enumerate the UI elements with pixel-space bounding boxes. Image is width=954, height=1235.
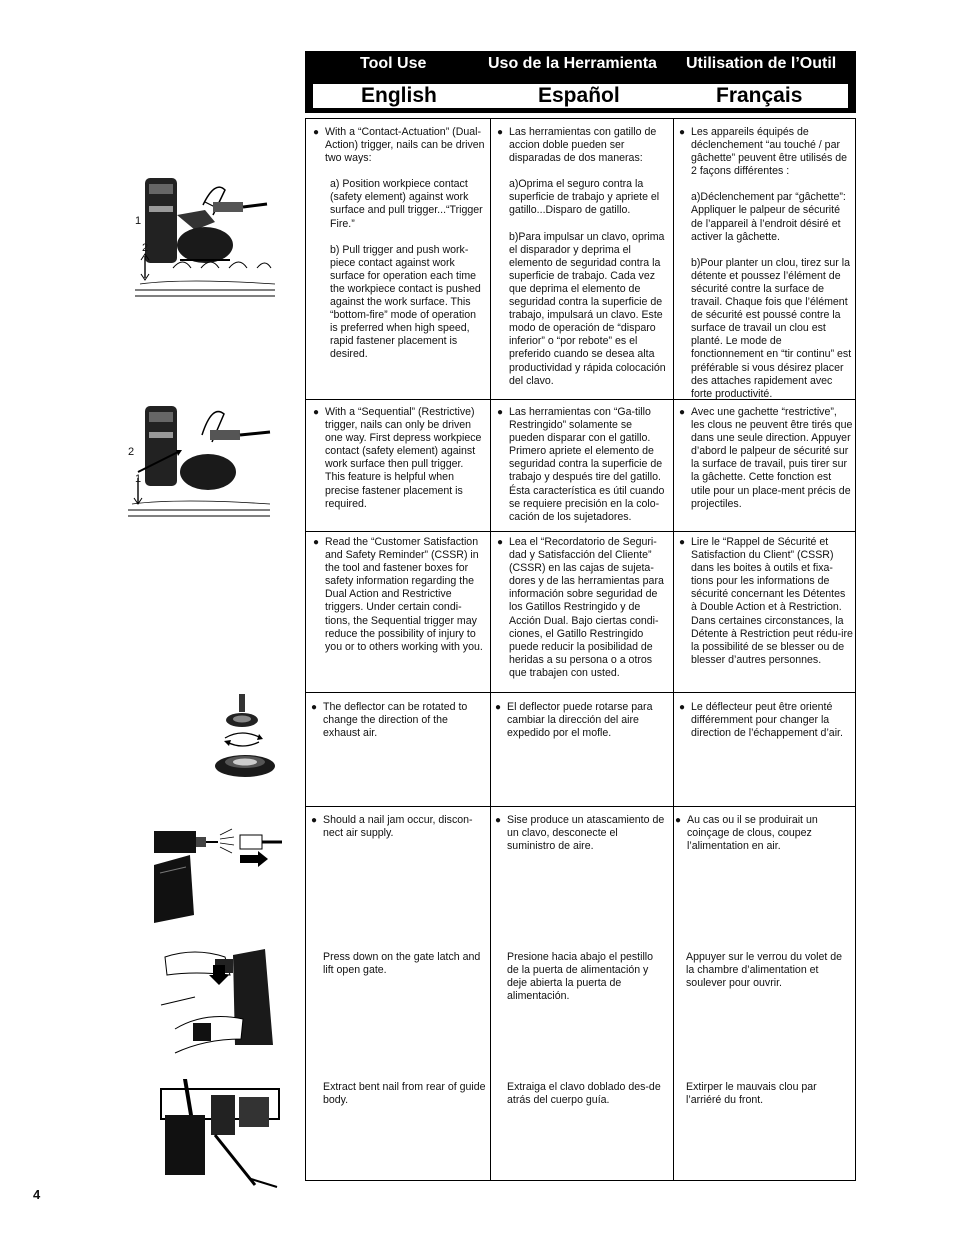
- row3-en: ● Read the “Customer Satisfaction and Safety Reminder” (CSSR) in the tool and fastener boxes for safety information regarding the Dual Action and Restrictive triggers. Under certain condi-tions, the Sequential trigger may reduce the possibility of injury to you or to others working with you.: [313, 536, 485, 654]
- row5-fr-step3: Extirper le mauvais clou par l’arriéré du front.: [686, 1081, 817, 1107]
- row4-fr: ● Le déflecteur peut être orienté différemment pour changer la direction de l’échappement d’air.: [679, 701, 853, 740]
- row5-es-step3: Extraiga el clavo doblado des-de atrás del cuerpo guía.: [507, 1081, 661, 1107]
- disconnect-air-supply-illustration: [150, 825, 285, 925]
- nailer-contact-actuation-illustration: [125, 160, 285, 300]
- row2-en: ● With a “Sequential” (Restrictive) trigger, nails can only be driven one way. First depress workpiece contact (safety element) against work surface then pull trigger. This feature is helpful when precise fastener placement is required.: [313, 406, 485, 511]
- extract-bent-nail-illustration: [155, 1075, 285, 1190]
- callout-number: 2: [142, 242, 149, 254]
- row4-en: ● The deflector can be rotated to change the direction of the exhaust air.: [311, 701, 485, 740]
- row5-en: ● Should a nail jam occur, discon-nect air supply.: [311, 814, 485, 840]
- row5-fr: ● Au cas ou il se produirait un coinçage de clous, coupez l’alimentation en air.: [675, 814, 853, 853]
- row2-es: ● Las herramientas con “Ga-tillo Restringido” solamente se pueden disparar con el gatillo. Primero apriete el elemento de seguridad contra la superficie de trabajo y después tire del gatillo. Ésta característica es útil cuando se requiere precisión en la colo-cación de los sujetadores.: [497, 406, 669, 524]
- header-band: [305, 51, 856, 113]
- language-es: Español: [538, 84, 620, 107]
- row1-es: ● Las herramientas con gatillo de accion doble pueden ser disparadas de dos maneras: a)Oprima el seguro contra la superficie de trabajo y apriete el gatillo...Disparo de gatillo. b)Para impulsar un clavo, oprima el disparador y deprima el elemento de seguridad contra la superficie de trabajo. Cada vez que deprima el elemento de seguridad contra la superficie de trabajo, impulsará un clavo. Este modo de operación de “disparo inferior” o “por rebote” es el preferido cuando se desea alta productividad y rápida colocación del clavo.: [497, 126, 669, 388]
- gate-latch-illustration: [155, 945, 285, 1060]
- page-number: 4: [33, 1187, 41, 1202]
- row5-es-step2: Presione hacia abajo el pestillo de la puerta de alimentación y deje abierta la puerta de alimentación.: [507, 951, 654, 1003]
- row3-es: ● Lea el “Recordatorio de Seguri-dad y Satisfacción del Cliente” (CSSR) en las cajas de sujeta-dores y de las herramientas para información sobre seguridad de los Gatillos Restringido y de Acción Dual. Bajo ciertas condi-ciones, el Gatillo Restringido puede reducir la posibilidad de heridas a su persona o a otros que trabajen con usted.: [497, 536, 669, 680]
- nailer-sequential-illustration: [120, 400, 285, 525]
- row1-en: ● With a “Contact-Actuation” (Dual-Action) trigger, nails can be driven two ways: a) Position workpiece contact (safety element) against work surface and pull trigger...“Trigger Fire.” b) Pull trigger and push work-piece contact against work surface for operation each time the workpiece contact is pushed against the work surface. This “bottom-fire” mode of operation is preferred when high speed, rapid fastener placement is desired.: [313, 126, 485, 362]
- section-title-en: Tool Use: [360, 55, 427, 72]
- section-title-fr: Utilisation de l’Outil: [686, 55, 837, 72]
- language-fr: Français: [716, 84, 803, 107]
- exhaust-deflector-illustration: [205, 690, 285, 785]
- row5-fr-step2: Appuyer sur le verrou du volet de la chambre d’alimentation et soulever pour ouvrir.: [686, 951, 843, 990]
- section-title-es: Uso de la Herramienta: [488, 55, 657, 72]
- callout-number: 1: [135, 215, 142, 227]
- callout-number: 2: [128, 446, 135, 458]
- row5-en-step2: Press down on the gate latch and lift open gate.: [323, 951, 481, 977]
- row2-fr: ● Avec une gachette “restrictive”, les clous ne peuvent être tirés que dans une seule direction. Appuyer d’abord le palpeur de sécurité sur la surface de travail, puis tirer sur la gâchette. Cette fonction est utile pour un place-ment précis de projectiles.: [679, 406, 853, 511]
- row4-es: ● El deflector puede rotarse para cambiar la dirección del aire expedido por el mofle.: [495, 701, 667, 740]
- language-bar: [313, 84, 848, 108]
- row3-fr: ● Lire le “Rappel de Sécurité et Satisfaction du Client” (CSSR) dans les boites à outils et fixa-tions pour les informations de sécurité concernant les Détentes à Double Action et à Restriction. Dans certaines circonstances, la Détente à Restriction peut rédu-ire la possibilité de se blesser ou de blesser d’autres personnes.: [679, 536, 853, 667]
- row1-fr: ● Les appareils équipés de déclenchement “au touché / par gâchette” peuvent être utilisés de 2 façons différentes : a)Déclenchement par “gâchette”: Appliquer le palpeur de sécurité de l’appareil à l’endroit désiré et activer la gâchette. b)Pour planter un clou, tirez sur la détente et poussez l’élément de sécurité contre la surface de travail. Chaque fois que l’élément de sécurité est poussé contre la surface de travail un clou est planté. Le mode de fonctionnement en “tir continu” est préférable si vous désirez placer des attaches rapidement avec forte productivité.: [679, 126, 853, 401]
- instruction-table: [305, 118, 856, 1181]
- row5-en-step3: Extract bent nail from rear of guide body.: [323, 1081, 486, 1107]
- row5-es: ● Sise produce un atascamiento de un clavo, desconecte el suministro de aire.: [495, 814, 667, 853]
- callout-number: 1: [135, 473, 142, 485]
- language-en: English: [361, 84, 437, 107]
